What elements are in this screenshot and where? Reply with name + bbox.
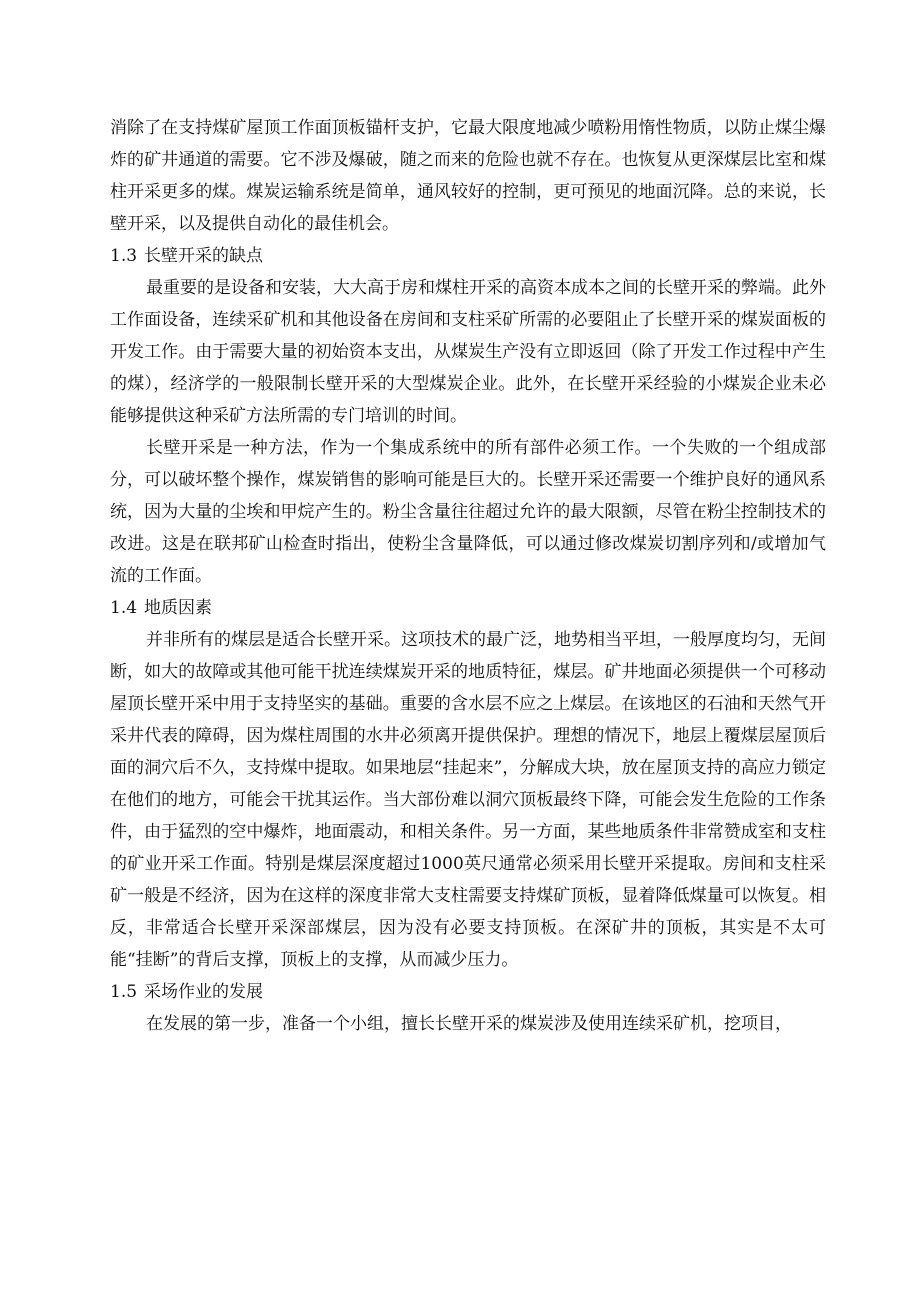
section-title: 采场作业的发展 — [144, 982, 263, 1002]
section-title: 地质因素 — [144, 598, 212, 618]
section-1-3-paragraph-1: 最重要的是设备和安装，大大高于房和煤柱开采的高资本成本之间的长壁开采的弊端。此外工作面设备，连续采矿机和其他设备在房间和支柱采矿所需的必要阻止了长壁开采的煤炭面板的开发工作。由于需要大量的初始资本支出，从煤炭生产没有立即返回（除了开发工作过程中产生的煤），经济学的一般限制长壁开采的大型煤炭企业。此外，在长壁开采经验的小煤炭企业未必能够提供这种采矿方法所需的专门培训的时间。 — [110, 278, 826, 426]
section-1-5-paragraph-1: 在发展的第一步，准备一个小组，擅长长壁开采的煤炭涉及使用连续采矿机，挖项目， — [146, 1014, 792, 1034]
section-title: 长壁开采的缺点 — [144, 246, 263, 266]
section-1-3-paragraph-2: 长壁开采是一种方法，作为一个集成系统中的所有部件必须工作。一个失败的一个组成部分，可以破坏整个操作，煤炭销售的影响可能是巨大的。长壁开采还需要一个维护良好的通风系统，因为大量的尘埃和甲烷产生的。粉尘含量往往超过允许的最大限额，尽管在粉尘控制技术的改进。这是在联邦矿山检查时指出，使粉尘含量降低，可以通过修改煤炭切割序列和/或增加气流的工作面。 — [110, 438, 826, 586]
document-body — [110, 112, 826, 1040]
intro-paragraph: 消除了在支持煤矿屋顶工作面顶板锚杆支护，它最大限度地减少喷粉用惰性物质，以防止煤尘爆炸的矿井通道的需要。它不涉及爆破，随之而来的危险也就不存在。也恢复从更深煤层比室和煤柱开采更多的煤。煤炭运输系统是简单，通风较好的控制，更可预见的地面沉降。总的来说，长壁开采，以及提供自动化的最佳机会。 — [110, 118, 826, 234]
section-number: 1.5 — [110, 982, 138, 1002]
section-number: 1.3 — [110, 246, 138, 266]
section-number: 1.4 — [110, 598, 138, 618]
section-1-4-paragraph-1: 并非所有的煤层是适合长壁开采。这项技术的最广泛，地势相当平坦，一般厚度均匀，无间断，如大的故障或其他可能干扰连续煤炭开采的地质特征，煤层。矿井地面必须提供一个可移动屋顶长壁开采中用于支持坚实的基础。重要的含水层不应之上煤层。在该地区的石油和天然气开采井代表的障碍，因为煤柱周围的水井必须离开提供保护。理想的情况下，地层上覆煤层屋顶后面的洞穴后不久，支持煤中提取。如果地层“挂起来”，分解成大块，放在屋顶支持的高应力锁定在他们的地方，可能会干扰其运作。当大部份难以洞穴顶板最终下降，可能会发生危险的工作条件，由于猛烈的空中爆炸，地面震动，和相关条件。另一方面，某些地质条件非常赞成室和支柱的矿业开采工作面。特别是煤层深度超过1000英尺通常必须采用长壁开采提取。房间和支柱采矿一般是不经济，因为在这样的深度非常大支柱需要支持煤矿顶板，显着降低煤量可以恢复。相反，非常适合长壁开采深部煤层，因为没有必要支持顶板。在深矿井的顶板，其实是不太可能“挂断”的背后支撑，顶板上的支撑，从而减少压力。 — [110, 630, 826, 970]
section-heading-1-3 — [110, 240, 826, 272]
section-heading-1-4 — [110, 592, 826, 624]
section-heading-1-5 — [110, 976, 826, 1008]
